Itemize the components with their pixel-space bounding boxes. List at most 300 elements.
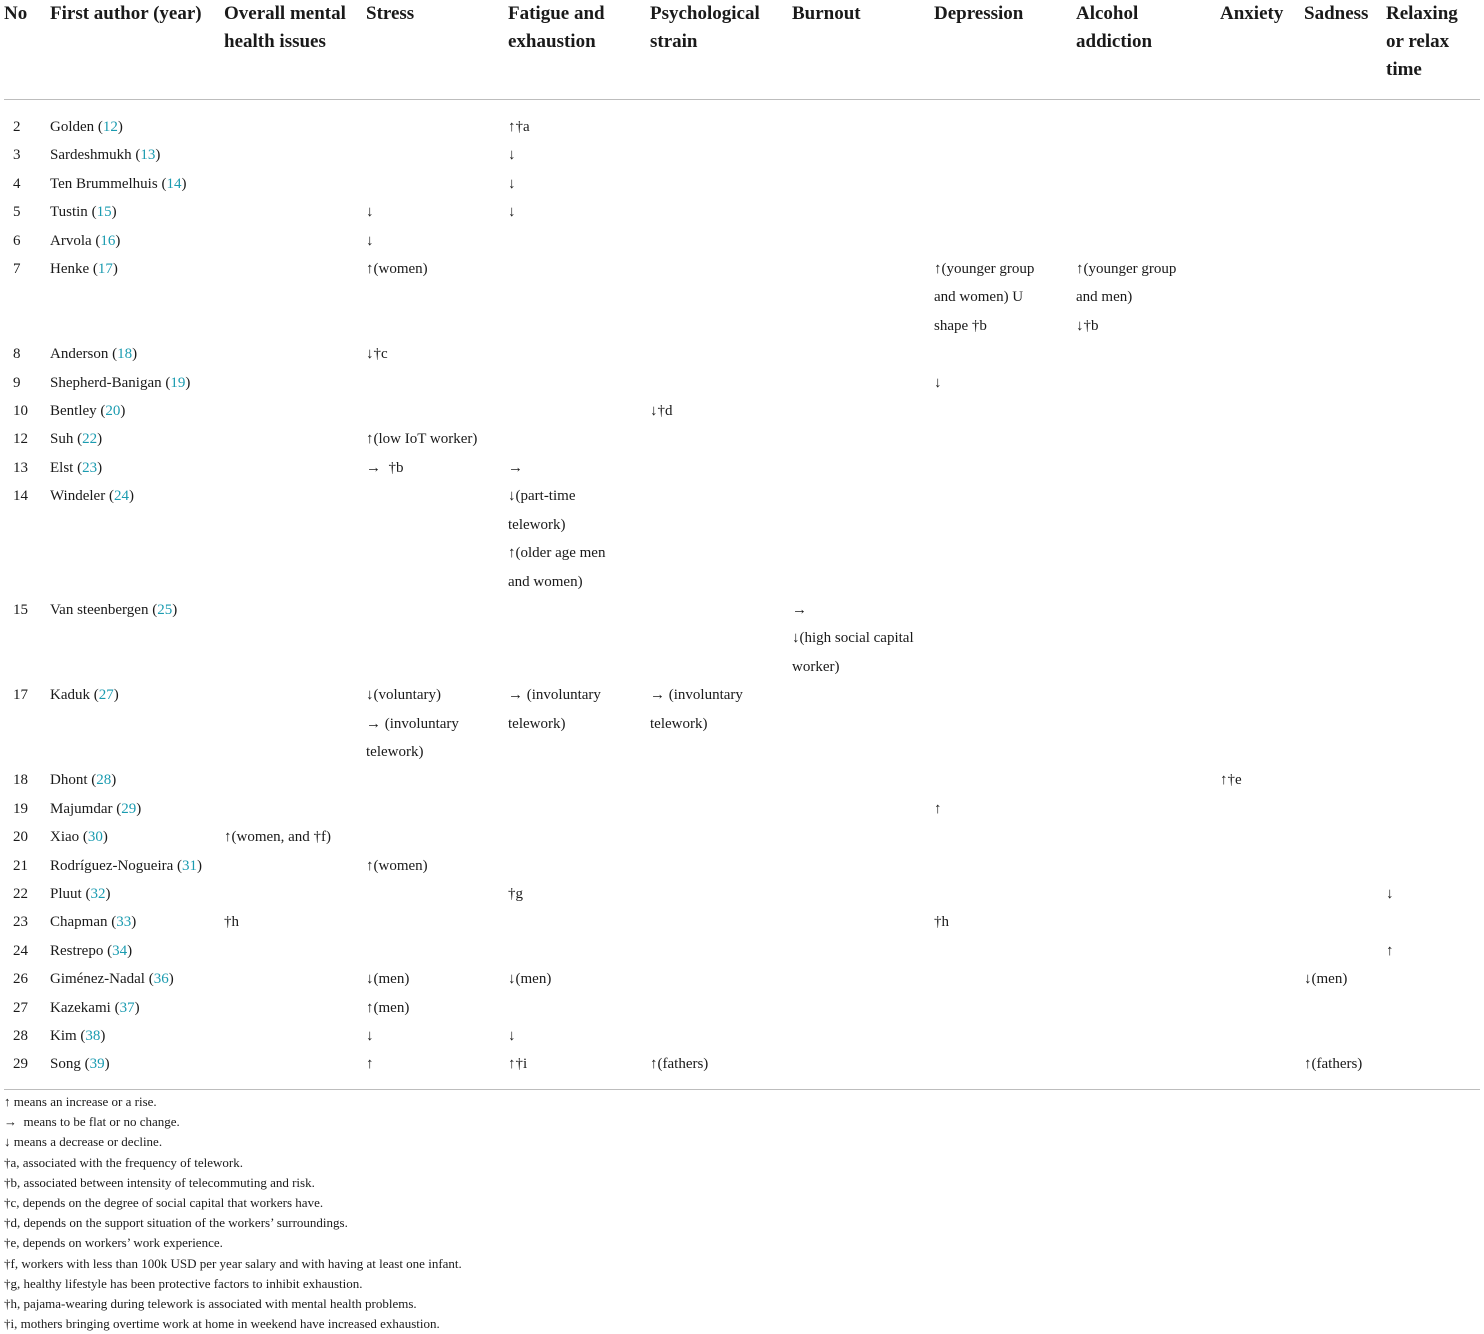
cell-line: telework) xyxy=(508,516,566,533)
cell-stress xyxy=(364,141,506,169)
cell-relax xyxy=(1384,823,1480,851)
cell-depression xyxy=(932,425,1074,453)
cell-relax xyxy=(1384,766,1480,794)
reference-link[interactable]: 18 xyxy=(117,346,133,363)
cell-burnout xyxy=(790,1050,932,1089)
cell-anxiety xyxy=(1218,908,1302,936)
author-cell: Giménez-Nadal (36) xyxy=(50,971,174,988)
cell-sadness xyxy=(1302,852,1384,880)
cell-overall xyxy=(222,994,364,1022)
footnote: †e, depends on workers’ work experience. xyxy=(4,1235,223,1251)
row-number: 8 xyxy=(13,346,21,363)
row-number: 2 xyxy=(13,119,21,135)
cell-depression xyxy=(932,454,1074,482)
cell-burnout xyxy=(790,100,932,142)
cell-strain xyxy=(648,880,790,908)
cell-line: ↑ xyxy=(1386,942,1394,959)
cell-overall xyxy=(222,1022,364,1050)
cell-line: → (involuntary xyxy=(650,687,743,704)
cell-stress xyxy=(364,100,506,142)
author-cell: Tustin (15) xyxy=(50,204,117,221)
cell-strain xyxy=(648,681,790,766)
cell-line: ↑(women, and †f) xyxy=(224,829,332,846)
cell-depression xyxy=(932,795,1074,823)
cell-overall xyxy=(222,227,364,255)
column-header-alcohol: Alcohol addiction xyxy=(1074,0,1218,100)
cell-line: → †b xyxy=(366,459,404,476)
cell-relax xyxy=(1384,1022,1480,1050)
reference-link[interactable]: 33 xyxy=(116,914,132,931)
cell-stress xyxy=(364,198,506,226)
cell-burnout xyxy=(790,823,932,851)
cell-line: †h xyxy=(934,914,949,931)
cell-fatigue xyxy=(506,1022,648,1050)
cell-line: ↓(voluntary) xyxy=(366,687,441,704)
cell-anxiety xyxy=(1218,681,1302,766)
cell-alcohol xyxy=(1074,227,1218,255)
cell-anxiety xyxy=(1218,369,1302,397)
cell-overall xyxy=(222,681,364,766)
author-name: Dhont xyxy=(50,772,88,789)
cell-alcohol xyxy=(1074,170,1218,198)
cell-fatigue xyxy=(506,994,648,1022)
cell-overall xyxy=(222,937,364,965)
footnote: †b, associated between intensity of telecommuting and risk. xyxy=(4,1174,315,1190)
footnote: ↑ means an increase or a rise. xyxy=(4,1094,157,1109)
reference-link[interactable]: 28 xyxy=(96,772,112,789)
cell-stress xyxy=(364,965,506,993)
cell-line: ↑ xyxy=(366,1056,374,1073)
cell-line: ↓(men) xyxy=(366,971,410,988)
cell-burnout xyxy=(790,227,932,255)
cell-anxiety xyxy=(1218,227,1302,255)
cell-line: ↓†b xyxy=(1076,317,1099,334)
row-number: 9 xyxy=(13,374,21,391)
reference-link[interactable]: 36 xyxy=(153,971,169,988)
footnote: ↓ means a decrease or decline. xyxy=(4,1134,163,1150)
reference-link[interactable]: 39 xyxy=(89,1056,105,1073)
row-number: 14 xyxy=(13,488,28,505)
reference-link[interactable]: 15 xyxy=(96,204,112,221)
cell-line: ↓ xyxy=(508,175,516,192)
cell-depression xyxy=(932,227,1074,255)
author-cell: Henke (17) xyxy=(50,261,118,278)
cell-sadness xyxy=(1302,994,1384,1022)
cell-burnout xyxy=(790,369,932,397)
cell-line: ↓ xyxy=(508,147,516,164)
cell-strain xyxy=(648,482,790,596)
cell-anxiety xyxy=(1218,596,1302,681)
cell-sadness xyxy=(1302,596,1384,681)
cell-line: ↑(fathers) xyxy=(1304,1056,1363,1073)
row-number: 26 xyxy=(13,971,28,988)
author-name: Majumdar xyxy=(50,800,113,817)
cell-alcohol xyxy=(1074,596,1218,681)
cell-alcohol xyxy=(1074,255,1218,340)
cell-overall xyxy=(222,482,364,596)
cell-sadness xyxy=(1302,141,1384,169)
cell-sadness xyxy=(1302,1050,1384,1089)
cell-overall xyxy=(222,425,364,453)
cell-fatigue xyxy=(506,965,648,993)
cell-line: ↓(men) xyxy=(508,971,552,988)
cell-strain xyxy=(648,425,790,453)
author-name: Giménez-Nadal xyxy=(50,971,145,988)
cell-line: and men) xyxy=(1076,289,1133,306)
cell-line: ↑(older age men xyxy=(508,545,606,562)
cell-burnout xyxy=(790,795,932,823)
cell-sadness xyxy=(1302,255,1384,340)
cell-depression xyxy=(932,1050,1074,1089)
cell-strain xyxy=(648,908,790,936)
reference-link[interactable]: 14 xyxy=(166,175,182,192)
cell-line: worker) xyxy=(792,658,840,675)
row-number: 27 xyxy=(13,999,28,1016)
cell-depression xyxy=(932,681,1074,766)
cell-strain xyxy=(648,823,790,851)
cell-anxiety xyxy=(1218,994,1302,1022)
cell-depression xyxy=(932,369,1074,397)
footnote: †h, pajama-wearing during telework is associated with mental health problems. xyxy=(4,1296,417,1312)
author-name: Kazekami xyxy=(50,999,111,1016)
footnote: → means to be flat or no change. xyxy=(4,1114,180,1130)
cell-strain xyxy=(648,596,790,681)
cell-stress xyxy=(364,937,506,965)
cell-depression xyxy=(932,100,1074,142)
cell-stress xyxy=(364,681,506,766)
reference-link[interactable]: 12 xyxy=(102,119,118,135)
cell-burnout xyxy=(790,454,932,482)
footnote: †c, depends on the degree of social capital that workers have. xyxy=(4,1195,324,1211)
reference-link[interactable]: 23 xyxy=(82,459,98,476)
author-name: Kaduk xyxy=(50,687,90,704)
cell-alcohol xyxy=(1074,880,1218,908)
author-name: Henke xyxy=(50,261,90,278)
cell-depression xyxy=(932,596,1074,681)
reference-link[interactable]: 29 xyxy=(121,800,137,817)
author-name: Anderson xyxy=(50,346,109,363)
cell-line: ↓†d xyxy=(650,403,673,420)
reference-link[interactable]: 38 xyxy=(85,1028,101,1044)
row-number: 6 xyxy=(13,232,21,249)
footnotes xyxy=(4,1092,462,1334)
reference-link[interactable]: 25 xyxy=(157,601,173,618)
cell-alcohol xyxy=(1074,1050,1218,1089)
author-cell: Dhont (28) xyxy=(50,772,117,789)
cell-line: ↓ xyxy=(934,374,942,391)
cell-strain xyxy=(648,369,790,397)
footnote: †a, associated with the frequency of telework. xyxy=(4,1154,243,1170)
cell-sadness xyxy=(1302,170,1384,198)
cell-line: †g xyxy=(508,885,523,902)
cell-alcohol xyxy=(1074,681,1218,766)
cell-burnout xyxy=(790,397,932,425)
table-row xyxy=(4,880,1480,908)
column-header-fatigue: Fatigue and exhaustion xyxy=(506,0,648,100)
cell-fatigue xyxy=(506,1050,648,1089)
cell-stress xyxy=(364,994,506,1022)
cell-relax xyxy=(1384,681,1480,766)
cell-alcohol xyxy=(1074,369,1218,397)
cell-stress xyxy=(364,795,506,823)
cell-alcohol xyxy=(1074,141,1218,169)
cell-anxiety xyxy=(1218,795,1302,823)
cell-alcohol xyxy=(1074,852,1218,880)
cell-stress xyxy=(364,425,506,453)
cell-depression xyxy=(932,482,1074,596)
cell-fatigue xyxy=(506,908,648,936)
cell-depression xyxy=(932,766,1074,794)
cell-line: ↓ xyxy=(508,1028,516,1044)
reference-link[interactable]: 22 xyxy=(82,431,98,448)
cell-sadness xyxy=(1302,823,1384,851)
table-row xyxy=(4,255,1480,340)
cell-overall xyxy=(222,852,364,880)
cell-fatigue xyxy=(506,100,648,142)
row-number: 13 xyxy=(13,459,28,476)
row-number: 7 xyxy=(13,261,21,278)
cell-line: ↓ xyxy=(366,1028,374,1044)
cell-alcohol xyxy=(1074,198,1218,226)
author-name: Shepherd-Banigan xyxy=(50,374,162,391)
reference-link[interactable]: 24 xyxy=(113,488,129,505)
cell-overall xyxy=(222,795,364,823)
cell-line: ↑(men) xyxy=(366,999,410,1016)
cell-alcohol xyxy=(1074,482,1218,596)
author-cell: Sardeshmukh (13) xyxy=(50,147,161,164)
cell-relax xyxy=(1384,795,1480,823)
table-body xyxy=(4,100,1480,1090)
cell-relax xyxy=(1384,340,1480,368)
cell-fatigue xyxy=(506,397,648,425)
cell-sadness xyxy=(1302,198,1384,226)
cell-sadness xyxy=(1302,1022,1384,1050)
author-cell: Kazekami (37) xyxy=(50,999,140,1016)
cell-relax xyxy=(1384,1050,1480,1089)
cell-line: telework) xyxy=(650,715,708,732)
cell-depression xyxy=(932,994,1074,1022)
cell-fatigue xyxy=(506,596,648,681)
cell-depression xyxy=(932,880,1074,908)
row-number: 18 xyxy=(13,772,28,789)
author-name: Chapman xyxy=(50,914,108,931)
cell-line: †h xyxy=(224,914,239,931)
cell-fatigue xyxy=(506,255,648,340)
cell-alcohol xyxy=(1074,965,1218,993)
cell-line: → (involuntary xyxy=(508,687,601,704)
cell-burnout xyxy=(790,482,932,596)
footnote: †i, mothers bringing overtime work at home in weekend have increased exhaustion. xyxy=(4,1316,440,1332)
cell-anxiety xyxy=(1218,198,1302,226)
cell-overall xyxy=(222,965,364,993)
column-header-depression: Depression xyxy=(932,0,1074,100)
cell-strain xyxy=(648,198,790,226)
reference-link[interactable]: 37 xyxy=(119,999,135,1016)
header-row xyxy=(4,0,1480,100)
cell-burnout xyxy=(790,141,932,169)
author-name: Sardeshmukh xyxy=(50,147,132,164)
cell-relax xyxy=(1384,937,1480,965)
cell-line: ↑(fathers) xyxy=(650,1056,709,1073)
cell-alcohol xyxy=(1074,908,1218,936)
reference-link[interactable]: 19 xyxy=(170,374,186,391)
table-row xyxy=(4,937,1480,965)
author-name: Arvola xyxy=(50,232,92,249)
cell-stress xyxy=(364,823,506,851)
cell-burnout xyxy=(790,994,932,1022)
cell-strain xyxy=(648,795,790,823)
cell-overall xyxy=(222,340,364,368)
column-header-no: No xyxy=(4,0,48,100)
cell-anxiety xyxy=(1218,100,1302,142)
cell-stress xyxy=(364,227,506,255)
cell-sadness xyxy=(1302,369,1384,397)
cell-line: ↑†a xyxy=(508,119,530,135)
cell-relax xyxy=(1384,198,1480,226)
author-cell: Restrepo (34) xyxy=(50,942,133,959)
table-row xyxy=(4,852,1480,880)
author-name: Golden xyxy=(50,119,95,135)
author-name: Windeler xyxy=(50,488,106,505)
author-name: Tustin xyxy=(50,204,88,221)
cell-overall xyxy=(222,170,364,198)
cell-anxiety xyxy=(1218,255,1302,340)
cell-sadness xyxy=(1302,766,1384,794)
cell-line: telework) xyxy=(508,715,566,732)
cell-line: → xyxy=(792,601,807,618)
row-number: 17 xyxy=(13,687,28,704)
cell-sadness xyxy=(1302,227,1384,255)
cell-burnout xyxy=(790,965,932,993)
column-header-stress: Stress xyxy=(364,0,506,100)
author-cell: Chapman (33) xyxy=(50,914,137,931)
cell-burnout xyxy=(790,596,932,681)
table-row xyxy=(4,141,1480,169)
cell-anxiety xyxy=(1218,170,1302,198)
reference-link[interactable]: 17 xyxy=(97,261,113,278)
cell-fatigue xyxy=(506,454,648,482)
reference-link[interactable]: 34 xyxy=(112,942,128,959)
row-number: 22 xyxy=(13,885,28,902)
cell-line: ↓ xyxy=(366,204,374,221)
row-number: 23 xyxy=(13,914,28,931)
cell-line: telework) xyxy=(366,743,424,760)
cell-line: ↑ xyxy=(934,800,942,817)
cell-overall xyxy=(222,596,364,681)
cell-sadness xyxy=(1302,340,1384,368)
column-header-author: First author (year) xyxy=(48,0,222,100)
cell-overall xyxy=(222,908,364,936)
footnote: †d, depends on the support situation of the workers’ surroundings. xyxy=(4,1215,348,1231)
reference-link[interactable]: 20 xyxy=(105,403,121,420)
cell-line: → xyxy=(508,459,523,476)
table-row xyxy=(4,596,1480,681)
cell-depression xyxy=(932,255,1074,340)
cell-strain xyxy=(648,255,790,340)
reference-link[interactable]: 32 xyxy=(90,885,106,902)
row-number: 5 xyxy=(13,204,21,221)
table-row xyxy=(4,227,1480,255)
cell-line: ↑(low IoT worker) xyxy=(366,431,478,448)
cell-relax xyxy=(1384,965,1480,993)
table-row xyxy=(4,1022,1480,1050)
cell-line: and women) xyxy=(508,573,583,590)
cell-alcohol xyxy=(1074,766,1218,794)
cell-overall xyxy=(222,1050,364,1089)
row-number: 15 xyxy=(13,601,28,618)
cell-burnout xyxy=(790,937,932,965)
cell-overall xyxy=(222,454,364,482)
cell-alcohol xyxy=(1074,397,1218,425)
reference-link[interactable]: 13 xyxy=(140,147,156,164)
cell-strain xyxy=(648,397,790,425)
footnote: †g, healthy lifestyle has been protective factors to inhibit exhaustion. xyxy=(4,1275,363,1291)
cell-line: ↑(women) xyxy=(366,261,428,278)
cell-stress xyxy=(364,596,506,681)
cell-stress xyxy=(364,482,506,596)
cell-sadness xyxy=(1302,454,1384,482)
author-name: Elst xyxy=(50,459,74,476)
column-header-anxiety: Anxiety xyxy=(1218,0,1302,100)
cell-relax xyxy=(1384,908,1480,936)
column-header-relax: Relaxing or relax time xyxy=(1384,0,1480,100)
cell-stress xyxy=(364,340,506,368)
table-row xyxy=(4,795,1480,823)
author-name: Ten Brummelhuis xyxy=(50,175,158,192)
cell-anxiety xyxy=(1218,823,1302,851)
cell-stress xyxy=(364,1050,506,1089)
cell-depression xyxy=(932,823,1074,851)
author-cell: Bentley (20) xyxy=(50,403,126,420)
table-row xyxy=(4,397,1480,425)
cell-line: ↑(younger group xyxy=(934,261,1035,278)
cell-sadness xyxy=(1302,397,1384,425)
table-row xyxy=(4,198,1480,226)
cell-line: ↓ xyxy=(508,204,516,221)
cell-strain xyxy=(648,937,790,965)
reference-link[interactable]: 31 xyxy=(182,857,198,874)
cell-sadness xyxy=(1302,425,1384,453)
cell-fatigue xyxy=(506,369,648,397)
author-name: Van steenbergen xyxy=(50,601,149,618)
cell-line: ↓(men) xyxy=(1304,971,1348,988)
table-row xyxy=(4,425,1480,453)
cell-alcohol xyxy=(1074,823,1218,851)
author-name: Kim xyxy=(50,1028,77,1044)
cell-relax xyxy=(1384,369,1480,397)
table-row xyxy=(4,965,1480,993)
author-cell: Windeler (24) xyxy=(50,488,134,505)
table-row xyxy=(4,170,1480,198)
cell-anxiety xyxy=(1218,965,1302,993)
cell-anxiety xyxy=(1218,340,1302,368)
cell-depression xyxy=(932,1022,1074,1050)
cell-sadness xyxy=(1302,880,1384,908)
table-row xyxy=(4,766,1480,794)
column-header-overall: Overall mental health issues xyxy=(222,0,364,100)
cell-relax xyxy=(1384,880,1480,908)
cell-fatigue xyxy=(506,852,648,880)
cell-relax xyxy=(1384,170,1480,198)
cell-depression xyxy=(932,198,1074,226)
cell-relax xyxy=(1384,227,1480,255)
reference-link[interactable]: 30 xyxy=(87,829,103,846)
cell-line: ↑(younger group xyxy=(1076,261,1177,278)
reference-link[interactable]: 27 xyxy=(98,687,114,704)
cell-stress xyxy=(364,255,506,340)
cell-depression xyxy=(932,340,1074,368)
reference-link[interactable]: 16 xyxy=(100,232,116,249)
